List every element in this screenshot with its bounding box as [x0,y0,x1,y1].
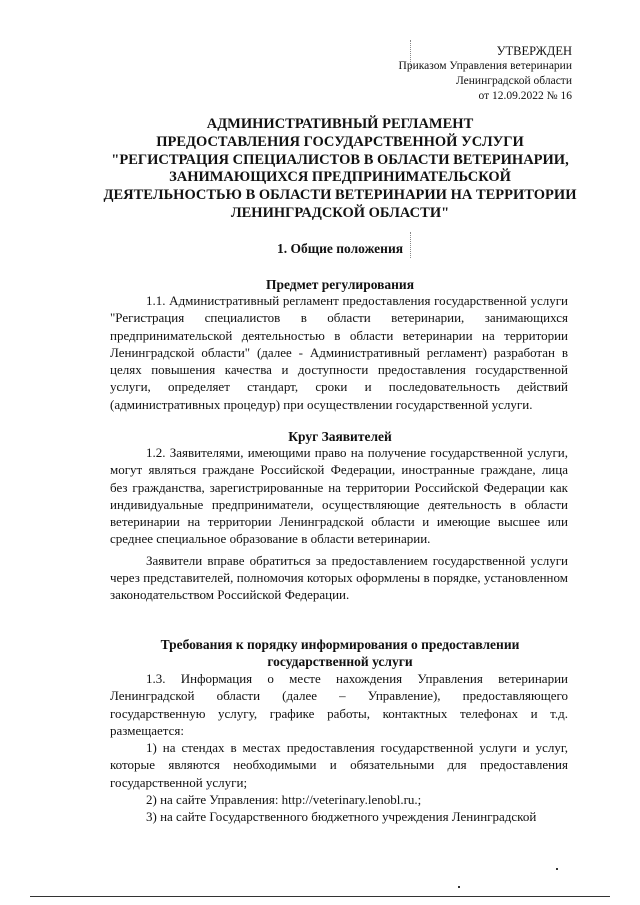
paragraph-text: 1.2. Заявителями, имеющими право на получение государственной услуги, могут являться граждане Российской Федерации, иностранные граждане, лица без гражданства, зарегистрированные на территории Российской Федерации как индивидуальные предприниматели, осуществляющие деятельность в области ветеринарии на территории Ленинградской области и имеющие высшее или среднее специальное образование в области ветеринарии. [110,445,568,547]
title-line: ЛЕНИНГРАДСКОЙ ОБЛАСТИ" [230,204,450,221]
scan-speck [458,886,460,888]
paragraph-1-2 [110,444,568,604]
document-title [80,116,600,223]
scan-speck [556,868,558,870]
title-line: АДМИНИСТРАТИВНЫЙ РЕГЛАМЕНТ [206,116,474,132]
heading-line: государственной услуги [267,654,413,669]
title-line: ДЕЯТЕЛЬНОСТЬЮ В ОБЛАСТИ ВЕТЕРИНАРИИ НА ТЕРРИТОРИИ [103,187,577,204]
paragraph-text: Заявители вправе обратиться за предоставлением государственной услуги через представителей, полномочия которых оформлены в порядке, установленном законодательством Российской Федерации. [110,552,568,603]
paragraph-text: 1) на стендах в местах предоставления государственной услуги и услуг, которые являются необходимыми и обязательными для предоставления государственной услуги; [110,740,568,790]
heading-subject: Предмет регулирования [265,277,415,292]
title-line: "РЕГИСТРАЦИЯ СПЕЦИАЛИСТОВ В ОБЛАСТИ ВЕТЕРИНАРИИ, [111,151,569,168]
heading-line: Требования к порядку информирования о предоставлении [160,637,520,652]
page-bottom-rule [30,896,610,897]
title-line: ЗАНИМАЮЩИХСЯ ПРЕДПРИНИМАТЕЛЬСКОЙ [169,169,511,186]
approval-stamp [399,44,572,104]
approval-order: Приказом Управления ветеринарии [398,60,572,72]
approval-date: от 12.09.2022 № 16 [478,90,572,102]
paragraph-1-1 [110,292,568,413]
paragraph-text: 1.1. Административный регламент предоставления государственной услуги "Регистрация специалистов в области ветеринарии, занимающихся предпринимательской деятельностью в области ветеринарии на территории Ленинградской области" (далее - Административный регламент) разработан в целях повышения качества и доступности предоставления государственной услуги, определяет стандарт, сроки и последовательность действий (административных процедур) при осуществлении государственной услуги. [110,293,568,412]
approval-title: УТВЕРЖДЕН [496,44,572,58]
scan-artifact [410,232,411,258]
heading-informing [80,636,600,670]
paragraph-1-3 [110,670,568,826]
heading-applicants: Круг Заявителей [288,429,392,444]
approval-region: Ленинградской области [455,75,572,87]
scan-artifact [410,40,411,70]
title-line: ПРЕДОСТАВЛЕНИЯ ГОСУДАРСТВЕННОЙ УСЛУГИ [156,133,524,150]
paragraph-text: 1.3. Информация о месте нахождения Управления ветеринарии Ленинградской области (далее – Управление), предоставляющего государственную услугу, графике работы, контактных телефонах и т.д. размещается: [110,671,568,738]
section-heading-general: 1. Общие положения [276,241,404,256]
paragraph-text: 2) на сайте Управления: http://veterinary.lenobl.ru.; [146,792,422,808]
paragraph-text: 3) на сайте Государственного бюджетного учреждения Ленинградской [146,809,537,825]
